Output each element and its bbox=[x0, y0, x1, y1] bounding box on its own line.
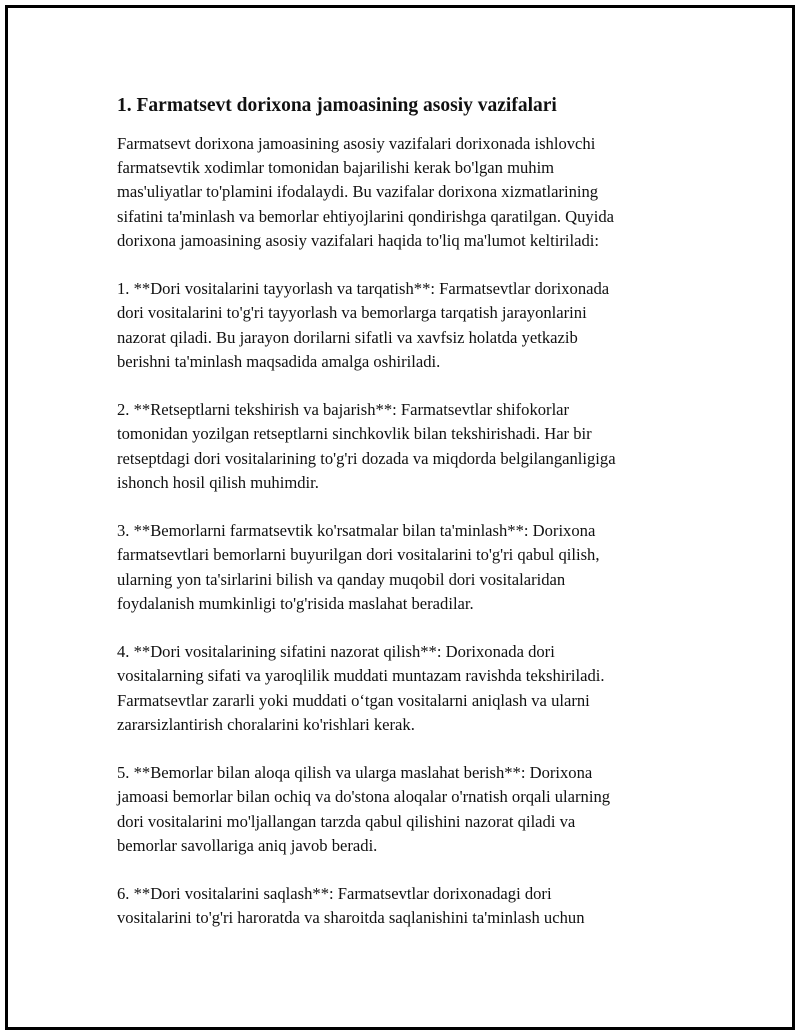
intro-paragraph bbox=[117, 132, 677, 253]
document-body bbox=[117, 92, 677, 955]
text-line: berishni ta'minlash maqsadida amalga oshiriladi. bbox=[117, 351, 441, 371]
list-paragraph-5 bbox=[117, 761, 677, 858]
text-line: ishonch hosil qilish muhimdir. bbox=[117, 472, 319, 492]
text-line: 4. **Dori vositalarining sifatini nazorat qilish**: Dorixonada dori bbox=[117, 642, 555, 662]
list-paragraph-2 bbox=[117, 398, 677, 495]
text-line: 6. **Dori vositalarini saqlash**: Farmatsevtlar dorixonadagi dori bbox=[117, 884, 552, 904]
list-paragraph-1 bbox=[117, 277, 677, 374]
text-line: Farmatsevtlar zararli yoki muddati o‘tgan vositalarni aniqlash va ularni bbox=[117, 690, 590, 710]
list-paragraph-4 bbox=[117, 640, 677, 737]
text-line: dorixona jamoasining asosiy vazifalari haqida to'liq ma'lumot keltiriladi: bbox=[117, 230, 600, 250]
text-line: vositalarning sifati va yaroqlilik muddati muntazam ravishda tekshiriladi. bbox=[117, 666, 605, 686]
text-line: tomonidan yozilgan retseptlarni sinchkovlik bilan tekshirishadi. Har bir bbox=[117, 424, 592, 444]
text-line: dori vositalarini mo'ljallangan tarzda qabul qilishini nazorat qiladi va bbox=[117, 811, 576, 831]
text-line: ularning yon ta'sirlarini bilish va qanday muqobil dori vositalaridan bbox=[117, 569, 566, 589]
text-line: bemorlar savollariga aniq javob beradi. bbox=[117, 835, 378, 855]
text-line: Farmatsevt dorixona jamoasining asosiy vazifalari dorixonada ishlovchi bbox=[117, 134, 596, 153]
text-line: farmatsevtik xodimlar tomonidan bajarilishi kerak bo'lgan muhim bbox=[117, 158, 555, 178]
text-line: nazorat qiladi. Bu jarayon dorilarni sifatli va xavfsiz holatda yetkazib bbox=[117, 327, 578, 347]
list-paragraph-3 bbox=[117, 519, 677, 616]
text-line: dori vositalarini to'g'ri tayyorlash va bemorlarga tarqatish jarayonlarini bbox=[117, 303, 587, 323]
text-line: 5. **Bemorlar bilan aloqa qilish va ularga maslahat berish**: Dorixona bbox=[117, 763, 593, 783]
text-line: zararsizlantirish choralarini ko'rishlari kerak. bbox=[117, 714, 415, 734]
document-title: 1. Farmatsevt dorixona jamoasining asosiy vazifalari bbox=[117, 95, 557, 116]
text-line: farmatsevtlari bemorlarni buyurilgan dori vositalarini to'g'ri qabul qilish, bbox=[117, 545, 600, 565]
text-line: foydalanish mumkinligi to'g'risida maslahat beradilar. bbox=[117, 593, 474, 613]
text-line: 2. **Retseptlarni tekshirish va bajarish**: Farmatsevtlar shifokorlar bbox=[117, 400, 570, 420]
list-paragraph-6 bbox=[117, 882, 677, 930]
text-line: 3. **Bemorlarni farmatsevtik ko'rsatmalar bilan ta'minlash**: Dorixona bbox=[117, 521, 596, 541]
text-line: jamoasi bemorlar bilan ochiq va do'stona aloqalar o'rnatish orqali ularning bbox=[117, 787, 611, 807]
text-line: vositalarini to'g'ri haroratda va sharoitda saqlanishini ta'minlash uchun bbox=[117, 908, 585, 928]
text-line: mas'uliyatlar to'plamini ifodalaydi. Bu vazifalar dorixona xizmatlarining bbox=[117, 182, 599, 202]
text-line: 1. **Dori vositalarini tayyorlash va tarqatish**: Farmatsevtlar dorixonada bbox=[117, 279, 610, 299]
text-line: sifatini ta'minlash va bemorlar ehtiyojlarini qondirishga qaratilgan. Quyida bbox=[117, 206, 614, 226]
text-line: retseptdagi dori vositalarining to'g'ri dozada va miqdorda belgilanganligiga bbox=[117, 448, 616, 468]
